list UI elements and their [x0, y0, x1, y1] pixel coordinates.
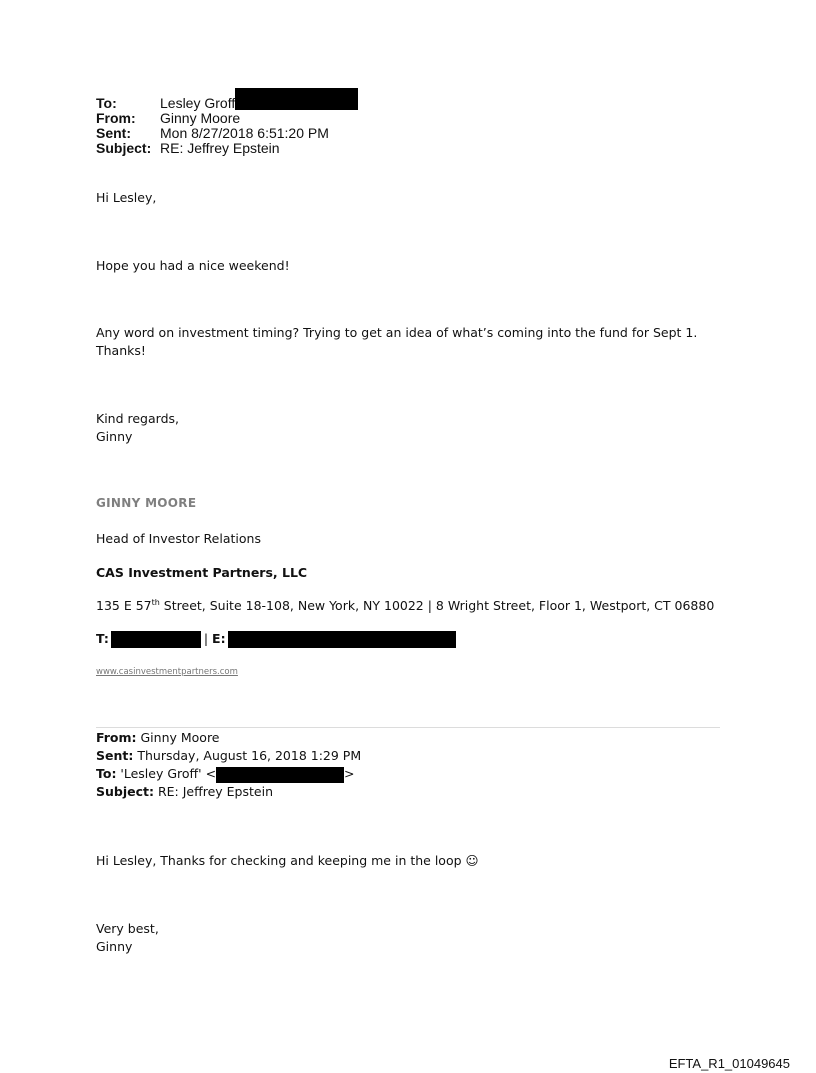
- quoted-sent-label: Sent:: [96, 748, 134, 763]
- closing: Kind regards,: [96, 411, 179, 426]
- phone-label: T:: [96, 631, 109, 646]
- quoted-closing: Very best,: [96, 921, 159, 936]
- quoted-from-value: Ginny Moore: [136, 730, 220, 745]
- quoted-to-row: [96, 765, 361, 783]
- from-label: From:: [96, 110, 136, 126]
- signature-name: GINNY MOORE: [96, 496, 197, 510]
- signature-contact: [96, 630, 456, 648]
- subject-value: RE: Jeffrey Epstein: [160, 140, 280, 156]
- message-line: Thanks!: [96, 343, 146, 358]
- website-link[interactable]: www.casinvestmentpartners.com: [96, 667, 238, 677]
- redaction-box: [235, 88, 358, 110]
- quoted-to-value: 'Lesley Groff' <: [116, 766, 217, 781]
- divider: [96, 727, 720, 728]
- redaction-box: [111, 631, 201, 648]
- quoted-from-row: [96, 729, 361, 747]
- header-subject-row: [96, 141, 358, 156]
- to-value: Lesley Groff: [160, 95, 236, 111]
- redaction-box: [216, 767, 344, 783]
- from-value: Ginny Moore: [160, 110, 241, 126]
- address-superscript: th: [151, 597, 160, 607]
- address-part: 135 E 57: [96, 598, 152, 613]
- header-to-row: [96, 96, 358, 111]
- signature-title: Head of Investor Relations: [96, 531, 261, 546]
- address-part: Street, Suite 18-108, New York, NY 10022 | 8 Wright Street, Floor 1, Westport, CT 06880: [159, 598, 715, 613]
- quoted-subject-label: Subject:: [96, 784, 154, 799]
- signature-company: CAS Investment Partners, LLC: [96, 565, 308, 580]
- header-sent-row: [96, 126, 358, 141]
- quoted-header: [96, 729, 361, 801]
- quoted-sent-value: Thursday, August 16, 2018 1:29 PM: [133, 748, 362, 763]
- quoted-to-close: >: [344, 766, 355, 781]
- message-line: Any word on investment timing? Trying to get an idea of what’s coming into the fund for Sept 1.: [96, 325, 698, 340]
- signature-address: [96, 597, 714, 615]
- quoted-subject-row: [96, 783, 361, 801]
- sent-label: Sent:: [96, 125, 131, 141]
- quoted-to-label: To:: [96, 766, 117, 781]
- contact-separator: |: [203, 631, 213, 646]
- email-label: E:: [212, 631, 226, 646]
- redaction-box: [228, 631, 456, 648]
- email-header: [96, 96, 358, 156]
- subject-label: Subject:: [96, 140, 152, 156]
- quoted-from-label: From:: [96, 730, 137, 745]
- sent-value: Mon 8/27/2018 6:51:20 PM: [160, 125, 329, 141]
- quoted-subject-value: RE: Jeffrey Epstein: [154, 784, 273, 799]
- message-line: Hope you had a nice weekend!: [96, 258, 290, 273]
- closing-name: Ginny: [96, 429, 133, 444]
- greeting: Hi Lesley,: [96, 190, 157, 205]
- quoted-sent-row: [96, 747, 361, 765]
- quoted-body: Hi Lesley, Thanks for checking and keeping me in the loop ☺: [96, 853, 479, 868]
- to-label: To:: [96, 95, 117, 111]
- header-from-row: [96, 111, 358, 126]
- quoted-closing-name: Ginny: [96, 939, 133, 954]
- document-id: EFTA_R1_01049645: [668, 1056, 790, 1071]
